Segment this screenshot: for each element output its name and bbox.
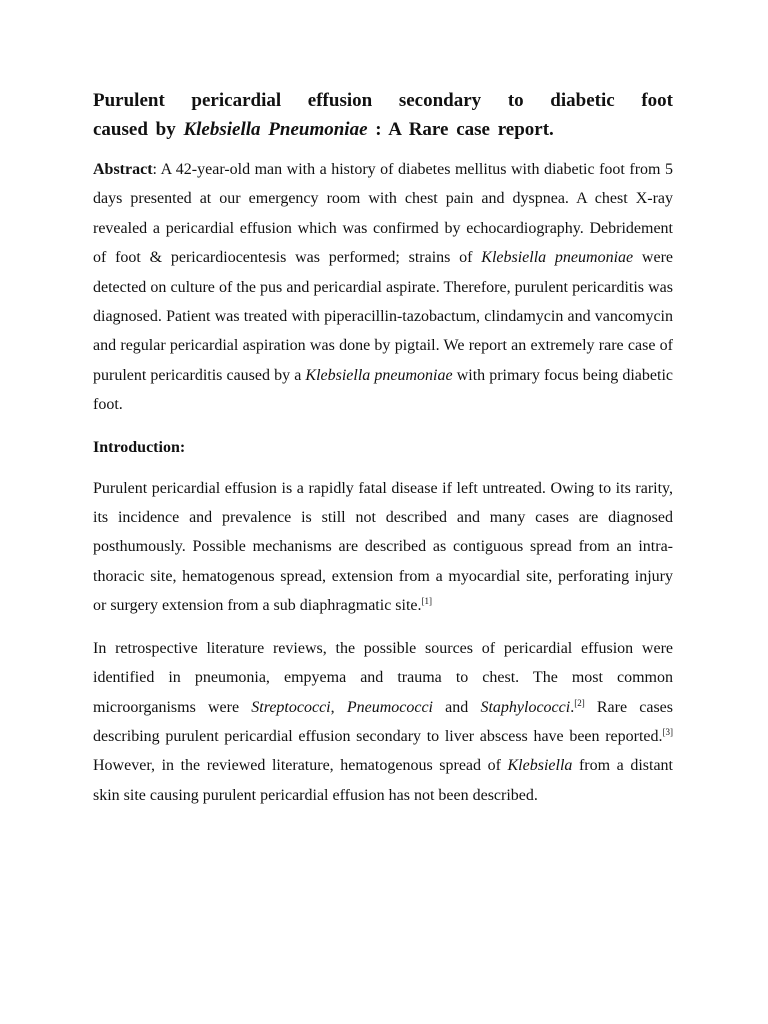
citation-ref-1: [1] [421, 596, 433, 607]
organism-staphylococci: Staphylococci [480, 698, 571, 716]
organism-pneumococci: Pneumococci [346, 698, 433, 716]
introduction-heading: Introduction: [93, 438, 186, 456]
intro-p2-sep-2: and [433, 698, 481, 716]
intro-p2-text-1: In retrospective literature reviews, the possible sources of pericardial effusion were identified in pneumonia, empyema and trauma to chest. The most common microorganisms were [93, 639, 673, 716]
organism-klebsiella: Klebsiella [507, 757, 573, 775]
citation-ref-2: [2] [574, 697, 585, 708]
intro-p2-sep-3: . [570, 698, 575, 716]
title-line-2 [93, 115, 673, 144]
introduction-paragraph-2 [93, 634, 673, 810]
title-suffix: : A Rare case report. [367, 119, 554, 140]
organism-streptococci: Streptococci [251, 698, 331, 716]
intro-p2-sep-1: , [330, 698, 347, 716]
abstract-organism-2: Klebsiella pneumoniae [305, 366, 453, 384]
paper-title [93, 86, 673, 144]
title-line-1: Purulent pericardial effusion secondary to diabetic foot [93, 90, 673, 111]
abstract-text-3: with primary focus being diabetic foot. [93, 366, 674, 414]
citation-ref-3: [3] [662, 726, 673, 737]
intro-p2-text-2: Rare cases describing purulent pericardial effusion secondary to liver abscess have been reported. [93, 698, 674, 745]
title-prefix: caused by [93, 119, 184, 140]
abstract-paragraph [93, 155, 673, 420]
intro-p2-text-3: However, in the reviewed literature, hematogenous spread of [93, 757, 508, 775]
introduction-paragraph-1 [93, 474, 673, 621]
page-content [93, 86, 673, 823]
intro-p1-text: Purulent pericardial effusion is a rapidly fatal disease if left untreated. Owing to its rarity, its incidence and prevalence is still not described and many cases are diagnosed posthumously. Possible mechanisms are described as contiguous spread from an intra-thoracic site, hematogenous spread, extension from a myocardial site, perforating injury or surgery extension from a sub diaphragmatic site. [93, 479, 673, 615]
abstract-organism-1: Klebsiella pneumoniae [481, 249, 634, 267]
abstract-text-1: : A 42-year-old man with a history of diabetes mellitus with diabetic foot from 5 days presented at our emergency room with chest pain and dyspnea. A chest X-ray revealed a pericardial effusion which was confirmed by echocardiography. Debridement of foot & pericardiocentesis was performed; strains of [93, 161, 673, 267]
abstract-label: Abstract [93, 161, 153, 178]
abstract-text-2: were detected on culture of the pus and pericardial aspirate. Therefore, purulent pericarditis was diagnosed. Patient was treated with piperacillin-tazobactum, clindamycin and vancomycin and regular pericardial aspiration was done by pigtail. We report an extremely rare case of purulent pericarditis caused by a [93, 249, 673, 384]
title-organism: Klebsiella Pneumoniae [183, 119, 368, 140]
intro-p2-text-4: from a distant skin site causing purulent pericardial effusion has not been described. [93, 757, 673, 804]
